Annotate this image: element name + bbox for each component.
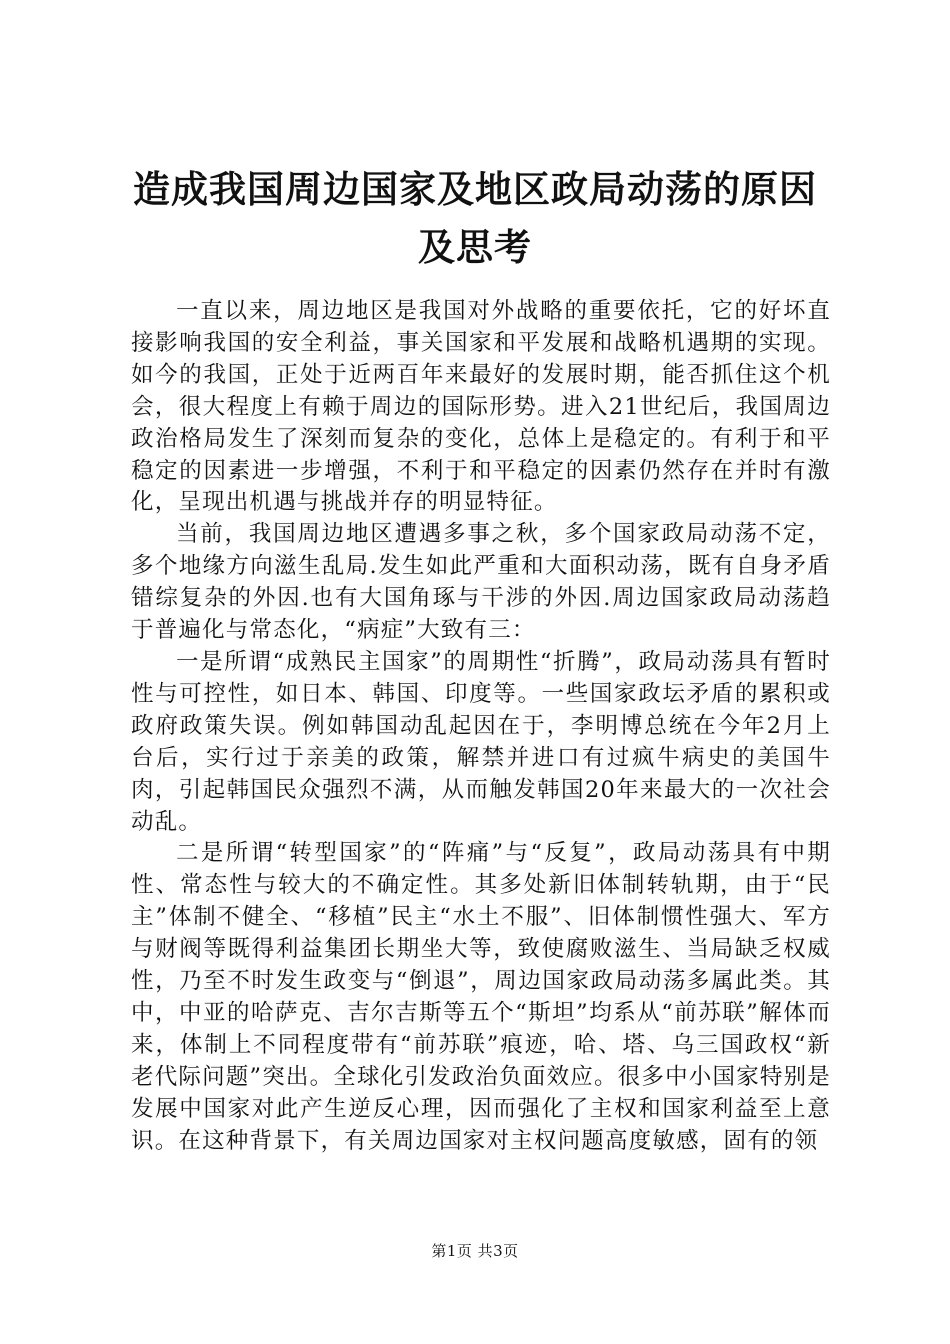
document-title: 造成我国周边国家及地区政局动荡的原因及思考 <box>133 167 817 269</box>
document-body <box>131 296 831 1157</box>
paragraph: 一是所谓“成熟民主国家”的周期性“折腾”，政局动荡具有暂时性与可控性，如日本、韩国、印度等。一些国家政坛矛盾的累积或政府政策失误。例如韩国动乱起因在于，李明博总统在今年2月上台后，实行过于亲美的政策，解禁并进口有过疯牛病史的美国牛肉，引起韩国民众强烈不满，从而触发韩国20年来最大的一次社会动乱。 <box>131 648 831 835</box>
paragraph: 一直以来，周边地区是我国对外战略的重要依托，它的好坏直接影响我国的安全利益，事关国家和平发展和战略机遇期的实现。如今的我国，正处于近两百年来最好的发展时期，能否抓住这个机会，很大程度上有赖于周边的国际形势。进入21世纪后，我国周边政治格局发生了深刻而复杂的变化，总体上是稳定的。有利于和平稳定的因素进一步增强，不利于和平稳定的因素仍然存在并时有激化，呈现出机遇与挑战并存的明显特征。 <box>131 298 831 516</box>
paragraph: 二是所谓“转型国家”的“阵痛”与“反复”，政局动荡具有中期性、常态性与较大的不确定性。其多处新旧体制转轨期，由于“民主”体制不健全、“移植”民主“水土不服”、旧体制惯性强大、军方与财阀等既得利益集团长期坐大等，致使腐败滋生、当局缺乏权威性，乃至不时发生政变与“倒退”，周边国家政局动荡多属此类。其中，中亚的哈萨克、吉尔吉斯等五个“斯坦”均系从“前苏联”解体而来，体制上不同程度带有“前苏联”痕迹，哈、塔、乌三国政权“新老代际问题”突出。全球化引发政治负面效应。很多中小国家特别是发展中国家对此产生逆反心理，因而强化了主权和国家利益至上意识。在这种背景下，有关周边国家对主权问题高度敏感，固有的领 <box>131 840 832 1154</box>
page-footer: 第1页 共3页 <box>431 1242 519 1260</box>
paragraph: 当前，我国周边地区遭遇多事之秋，多个国家政局动荡不定，多个地缘方向滋生乱局.发生如此严重和大面积动荡，既有自身矛盾错综复杂的外因.也有大国角琢与干涉的外因.周边国家政局动荡趋于普遍化与常态化，“病症”大致有三： <box>131 521 831 644</box>
